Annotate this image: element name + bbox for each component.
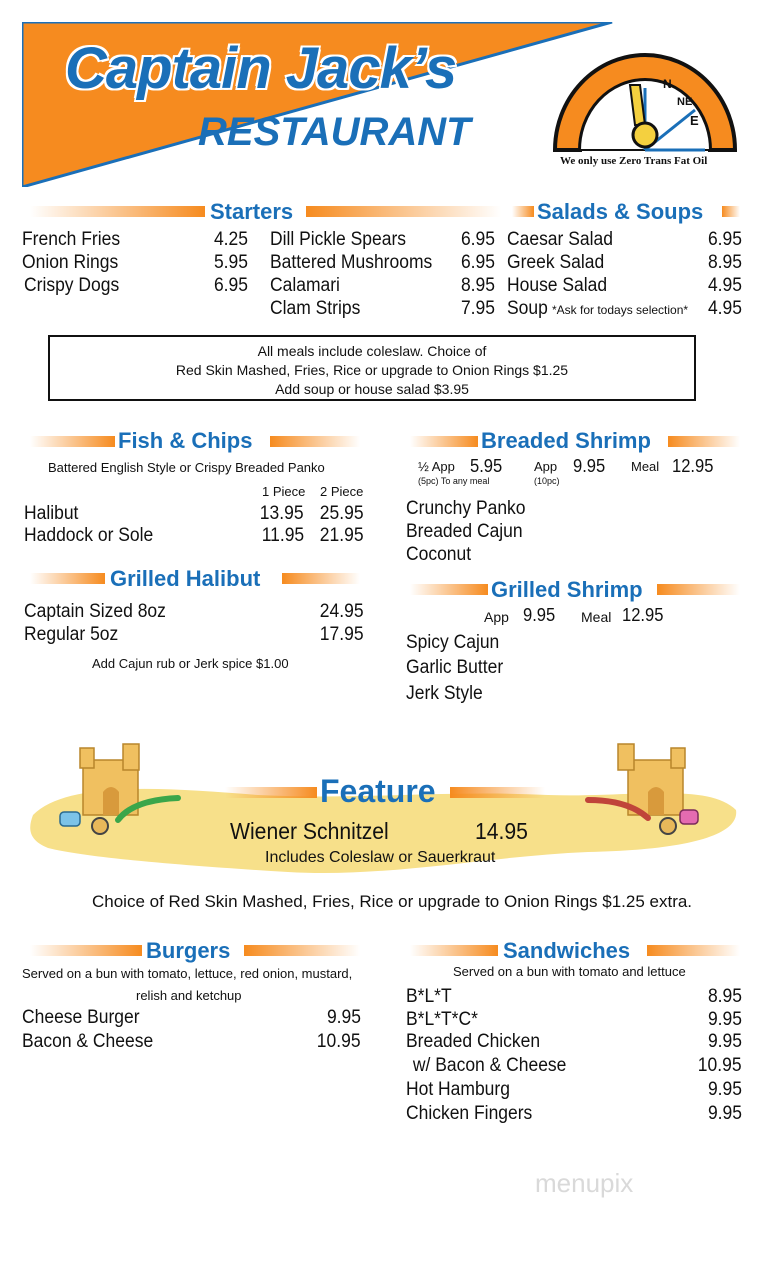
grilled-shrimp-title: Grilled Shrimp: [491, 577, 643, 602]
compass-icon: [545, 30, 745, 155]
section-bar: [410, 945, 498, 956]
menu-item: Halibut: [24, 503, 79, 524]
shrimp-style: Garlic Butter: [406, 657, 504, 678]
feature-desc: Includes Coleslaw or Sauerkraut: [265, 849, 496, 866]
sandwiches-title: Sandwiches: [503, 938, 631, 963]
meals-info-line: Red Skin Mashed, Fries, Rice or upgrade to Onion Rings $1.25: [175, 362, 569, 378]
section-bar: [668, 436, 740, 447]
menu-item: w/ Bacon & Cheese: [408, 1055, 567, 1076]
menu-price: 4.95: [707, 275, 742, 296]
section-bar: [282, 573, 360, 584]
sandwiches-desc: Served on a bun with tomato and lettuce: [453, 964, 686, 979]
tagline: We only use Zero Trans Fat Oil: [560, 155, 708, 167]
section-bar: [306, 206, 501, 217]
menu-price: 4.25: [213, 229, 248, 250]
section-bar: [722, 206, 740, 217]
restaurant-subtitle: RESTAURANT: [198, 110, 471, 154]
menu-price: 8.95: [707, 986, 742, 1007]
menu-item: Clam Strips: [270, 298, 361, 319]
menu-price: 11.95: [261, 525, 304, 546]
menu-price: 7.95: [460, 298, 495, 319]
menu-price: 8.95: [707, 252, 742, 273]
menu-item: Battered Mushrooms: [270, 252, 433, 273]
section-bar: [450, 787, 545, 798]
burgers-desc: relish and ketchup: [136, 988, 242, 1003]
app-price: 9.95: [573, 456, 606, 476]
section-bar: [657, 584, 740, 595]
menu-price: 13.95: [260, 503, 304, 524]
meals-info-line: Add soup or house salad $3.95: [275, 381, 469, 397]
feature-item: Wiener Schnitzel: [230, 818, 389, 844]
menu-price: 5.95: [213, 252, 248, 273]
section-bar: [647, 945, 740, 956]
menu-price: 10.95: [698, 1055, 742, 1076]
menu-price: 8.95: [460, 275, 495, 296]
app-price: 9.95: [523, 605, 556, 625]
section-bar: [30, 436, 115, 447]
meals-info-line: All meals include coleslaw. Choice of: [257, 343, 487, 359]
menu-item: Caesar Salad: [507, 229, 613, 250]
section-bar: [30, 206, 205, 217]
restaurant-name: Captain Jack’s: [65, 36, 457, 101]
menu-price: 9.95: [326, 1007, 361, 1028]
shrimp-style: Spicy Cajun: [406, 632, 500, 653]
soup-note: *Ask for todays selection*: [552, 303, 689, 317]
menu-item: Bacon & Cheese: [22, 1031, 154, 1052]
section-bar: [270, 436, 360, 447]
menu-price: 6.95: [460, 252, 495, 273]
menu-item: Captain Sized 8oz: [24, 601, 166, 622]
menu-price: 9.95: [707, 1079, 742, 1100]
feature-choice: Choice of Red Skin Mashed, Fries, Rice or upgrade to Onion Rings $1.25 extra.: [92, 892, 693, 911]
salads-title: Salads & Soups: [537, 199, 704, 224]
menu-item: Onion Rings: [22, 252, 119, 273]
menu-price: 24.95: [320, 601, 364, 622]
half-app-sub: (5pc) To any meal: [418, 476, 490, 486]
halibut-note: Add Cajun rub or Jerk spice $1.00: [92, 656, 289, 671]
menu-item: Crispy Dogs: [24, 275, 120, 296]
breaded-shrimp-title: Breaded Shrimp: [481, 428, 651, 453]
menu-item: Regular 5oz: [24, 624, 119, 645]
compass-letter-ne: NE: [677, 96, 693, 108]
section-bar: [30, 945, 142, 956]
menu-item: French Fries: [22, 229, 121, 250]
feature-price: 14.95: [475, 818, 528, 844]
menu-price: 9.95: [707, 1031, 742, 1052]
compass-letter-e: E: [690, 113, 699, 128]
section-bar: [30, 573, 105, 584]
menu-item: B*L*T: [406, 986, 452, 1007]
menu-price: 6.95: [707, 229, 742, 250]
section-bar: [244, 945, 360, 956]
burgers-title: Burgers: [146, 938, 231, 963]
menu-item: Calamari: [270, 275, 340, 296]
shrimp-style: Crunchy Panko: [406, 498, 526, 519]
grilled-halibut-title: Grilled Halibut: [110, 566, 261, 591]
menu-item: Dill Pickle Spears: [270, 229, 407, 250]
half-app-price: 5.95: [470, 456, 503, 476]
menu-item: Haddock or Sole: [24, 525, 154, 546]
app-label: App: [484, 609, 509, 625]
menu-item: Soup: [507, 298, 548, 319]
shrimp-style: Jerk Style: [406, 683, 483, 704]
watermark: menupix: [535, 1168, 634, 1198]
menu-price: 6.95: [460, 229, 495, 250]
feature-title: Feature: [320, 773, 436, 809]
section-bar: [410, 436, 478, 447]
app-sub: (10pc): [534, 476, 560, 486]
menu-price: 25.95: [320, 503, 364, 524]
menu-price: 21.95: [320, 525, 364, 546]
section-bar: [410, 584, 488, 595]
col-head-2: 2 Piece: [320, 484, 364, 499]
menu-item: Hot Hamburg: [406, 1079, 510, 1100]
compass-letter-n: N: [663, 77, 672, 91]
meal-price: 12.95: [672, 456, 714, 476]
fish-chips-desc: Battered English Style or Crispy Breaded Panko: [48, 460, 325, 475]
shrimp-style: Coconut: [406, 544, 472, 565]
app-label: App: [534, 459, 558, 474]
burgers-desc: Served on a bun with tomato, lettuce, red onion, mustard,: [22, 966, 353, 981]
menu-item: Greek Salad: [507, 252, 605, 273]
starters-title: Starters: [210, 199, 294, 224]
section-bar: [225, 787, 317, 798]
section-bar: [512, 206, 534, 217]
menu-price: 9.95: [707, 1103, 742, 1124]
menu-item: Chicken Fingers: [406, 1103, 533, 1124]
menu-item: Breaded Chicken: [406, 1031, 541, 1052]
meal-label: Meal: [581, 609, 612, 625]
meal-label: Meal: [631, 459, 660, 474]
meals-info-box: [48, 335, 696, 401]
half-app-label: ½ App: [418, 459, 455, 474]
menu-price: 10.95: [317, 1031, 361, 1052]
menu-price: 9.95: [707, 1009, 742, 1030]
menu-price: 6.95: [213, 275, 248, 296]
shrimp-style: Breaded Cajun: [406, 521, 523, 542]
menu-price: 4.95: [707, 298, 742, 319]
menu-price: 17.95: [320, 624, 364, 645]
fish-chips-title: Fish & Chips: [118, 428, 253, 453]
meal-price: 12.95: [622, 605, 664, 625]
menu-item: Cheese Burger: [22, 1007, 140, 1028]
col-head-1: 1 Piece: [262, 484, 306, 499]
menu-item: House Salad: [507, 275, 608, 296]
menu-item: B*L*T*C*: [406, 1009, 478, 1030]
